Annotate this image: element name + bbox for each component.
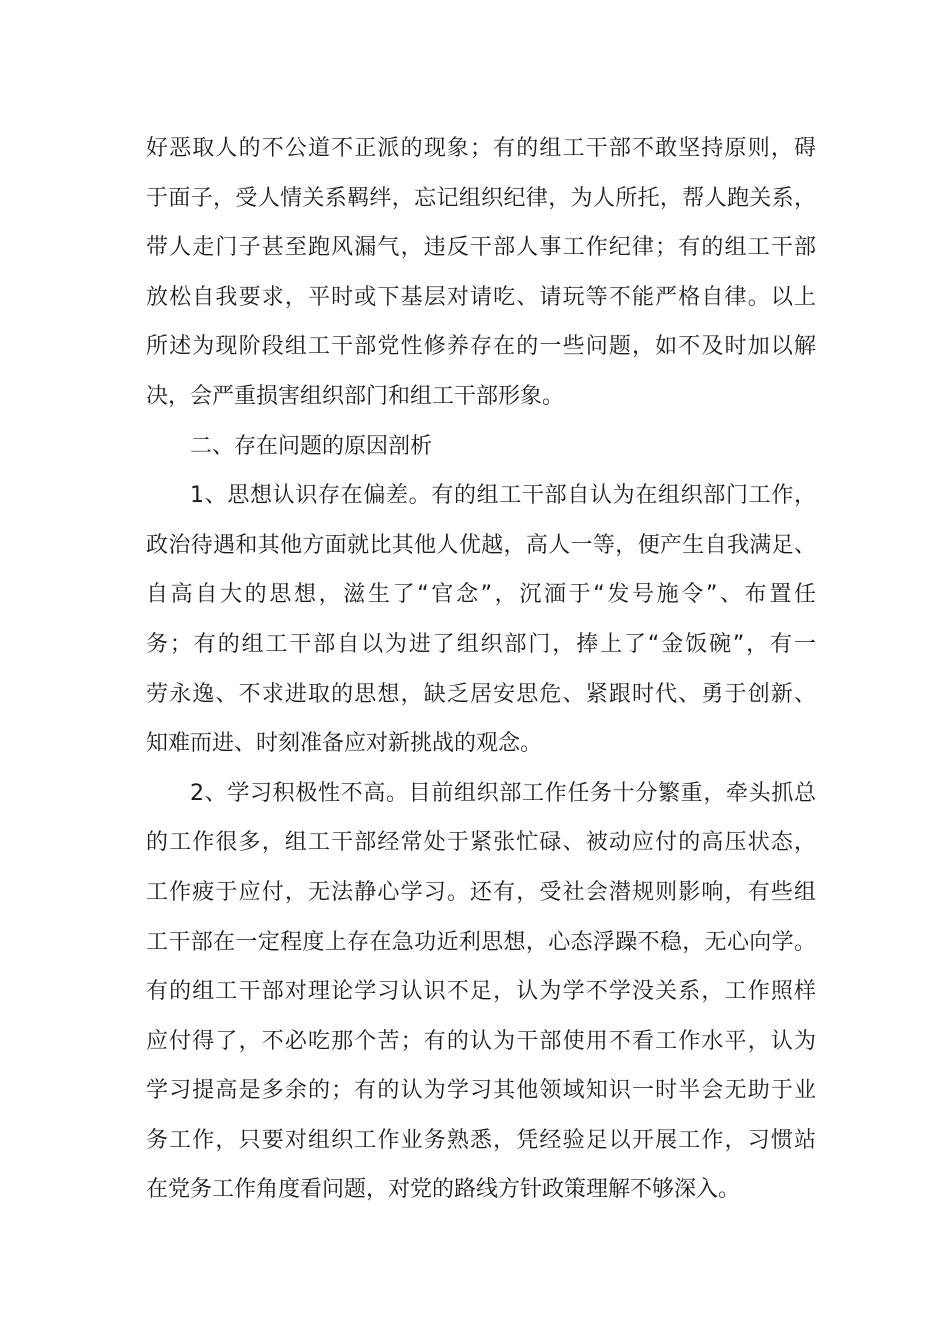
text-line: 知难而进、时刻准备应对新挑战的观念。 xyxy=(146,731,543,757)
text-line: 有的组工干部对理论学习认识不足，认为学不学没关系，工作照样 xyxy=(146,979,816,1005)
text-line: 务；有的组工干部自以为进了组织部门，捧上了“金饭碗”，有一 xyxy=(146,631,816,657)
text-line: 好恶取人的不公道不正派的现象；有的组工干部不敢坚持原则，碍 xyxy=(146,136,816,161)
text-line: 工作疲于应付，无法静心学习。还有，受社会潜规则影响，有些组 xyxy=(146,879,816,905)
text-line: 1、思想认识存在偏差。有的组工干部自认为在组织部门工作， xyxy=(190,483,816,509)
text-line: 学习提高是多余的；有的认为学习其他领域知识一时半会无助于业 xyxy=(146,1078,816,1104)
text-line: 的工作很多，组工干部经常处于紧张忙碌、被动应付的高压状态， xyxy=(146,830,816,856)
text-line: 带人走门子甚至跑风漏气，违反干部人事工作纪律；有的组工干部 xyxy=(146,235,816,261)
text-line: 劳永逸、不求进取的思想，缺乏居安思危、紧跟时代、勇于创新、 xyxy=(146,681,816,707)
text-line: 务工作，只要对组织工作业务熟悉，凭经验足以开展工作，习惯站 xyxy=(146,1127,816,1153)
text-line: 政治待遇和其他方面就比其他人优越，高人一等，便产生自我满足、 xyxy=(146,532,816,558)
text-line: 所述为现阶段组工干部党性修养存在的一些问题，如不及时加以解 xyxy=(146,334,816,360)
text-line: 放松自我要求，平时或下基层对请吃、请玩等不能严格自律。以上 xyxy=(146,284,816,310)
text-line: 应付得了，不必吃那个苦；有的认为干部使用不看工作水平，认为 xyxy=(146,1028,816,1054)
text-line: 于面子，受人情关系羁绊，忘记组织纪律，为人所托，帮人跑关系， xyxy=(146,185,816,211)
section-heading: 二、存在问题的原因剖析 xyxy=(190,433,433,459)
text-line: 工干部在一定程度上存在急功近利思想，心态浮躁不稳，无心向学。 xyxy=(146,929,816,955)
text-line: 决，会严重损害组织部门和组工干部形象。 xyxy=(146,383,565,409)
text-line: 在党务工作角度看问题，对党的路线方针政策理解不够深入。 xyxy=(146,1177,741,1203)
document-body xyxy=(146,124,816,1215)
text-line: 自高自大的思想，滋生了“官念”，沉湎于“发号施令”、布置任 xyxy=(146,582,816,608)
text-line: 2、学习积极性不高。目前组织部工作任务十分繁重，牵头抓总 xyxy=(190,780,816,806)
